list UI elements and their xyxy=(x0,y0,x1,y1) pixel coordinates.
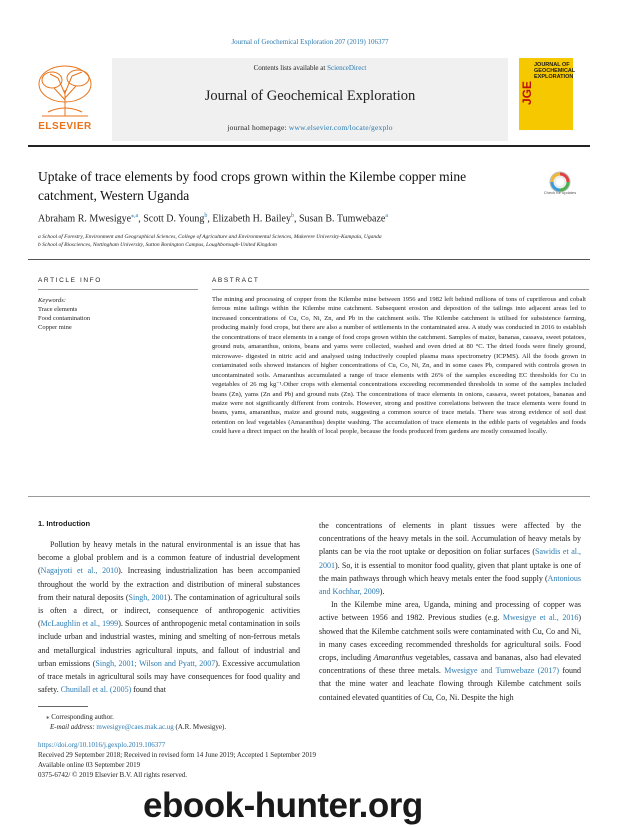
doi-link[interactable]: https://doi.org/10.1016/j.gexplo.2019.106377 xyxy=(38,741,166,749)
author-name: Susan B. Tumwebaze xyxy=(298,213,386,225)
citation-link[interactable]: Sawidis et al., 2001 xyxy=(319,547,581,570)
journal-reference-link[interactable]: Journal of Geochemical Exploration 207 (2019) 106377 xyxy=(231,38,389,46)
abstract-label: ABSTRACT xyxy=(212,277,260,284)
citation-link[interactable]: Nagajyoti et al., 2010 xyxy=(40,566,119,576)
intro-paragraph xyxy=(319,598,581,704)
abstract-bottom-rule xyxy=(28,496,590,497)
intro-paragraph xyxy=(319,519,581,598)
email-suffix: (A.R. Mwesigye). xyxy=(175,723,227,731)
text-run: found that the mine water and leachate flowing through Kilembe catchment soils contained elevated quantities of Cu, Co, Ni. Despite the high xyxy=(319,666,582,702)
text-run: ). xyxy=(379,587,385,597)
cover-title xyxy=(534,62,576,80)
intro-paragraph xyxy=(38,538,300,696)
affiliation-b: b School of Biosciences, Nottingham University, Sutton Bonington Campus, Loughborough-United Kingdom xyxy=(38,242,277,248)
affiliation-a: a School of Forestry, Environment and Geographical Sciences, College of Agriculture and Environmental Sciences, Makerere University-Kampala, Uganda xyxy=(38,234,382,240)
crossmark-label: Check for updates xyxy=(543,190,577,195)
text-run: In the Kilembe mine area, Uganda, mining and processing of copper was active between 1956 and 1982. Previous studies (e.g. xyxy=(319,600,581,623)
author-affiliation-marker[interactable]: a xyxy=(385,213,389,219)
email-link[interactable]: mwesigye@caes.mak.ac.ug xyxy=(96,723,174,731)
copyright: 0375-6742/ © 2019 Elsevier B.V. All rights reserved. xyxy=(38,771,188,779)
author-affiliation-marker[interactable]: b xyxy=(204,213,208,219)
author-name: Scott D. Young xyxy=(143,213,205,225)
journal-title: Journal of Geochemical Exploration xyxy=(204,88,416,104)
keywords-title: Keywords: xyxy=(38,297,66,304)
keyword-item: Food contamination xyxy=(38,315,91,322)
author-name: Elizabeth H. Bailey xyxy=(212,213,291,225)
received-dates: Received 29 September 2018; Received in revised form 14 June 2019; Accepted 1 September 2019 xyxy=(38,751,316,759)
intro-right-column xyxy=(319,519,581,704)
abstract-text: The mining and processing of copper from the Kilembe mine between 1956 and 1982 left behind millions of tons of cupriferous and cobalt ferrous mine tailings within the Kilembe mine catchment. Subsequent erosion and deposition of the tailings into adjacent areas led to increased concentrations of Cu, Co, Ni, Zn, and Pb in the catchment soils. The Kilembe catchment is utilised for subsistence farming, producing mainly food crops, but there are also a number of settlements in the contaminated area. A study was conducted in 2016 to establish the concentrations of trace elements in a range of food crops grown within the catchment. Samples of maize, bananas, cassava, sweet potatoes, ground nuts, amaranthus, onions, beans and yams were collected, washed and oven dried at 80 °C. The dried foods were finely ground, microwave- digested in nitric acid and analysed using inductively coupled plasma mass spectrometry (ICPMS). All the foods grown in contaminated soils showed instances of higher concentrations of Cu, Co, Ni, Zn, and in some cases Pb, compared with controls grown in uncontaminated soils. Amaranthus accumulated a range of trace elements with 26% of the samples exceeding EC thresholds for Cu in vegetables of 26 mg kg⁻¹.Other crops with elemental concentrations exceeding recommended thresholds in some of the samples included beans (Zn), yams (Zn and Pb) and ground nuts (Zn). The concentrations of trace elements in onions, cassava, sweet potatoes, bananas and maize were not significantly different from controls. However, strong and positive correlations between the trace elements were found in beans, yams, amaranthus, maize and ground nuts, suggesting a common source of trace metals. There was strong evidence of soil dust retention on leaf vegetables (Amaranthus) despite washing. The accumulation of trace elements in the edible parts of vegetables and foods could have a direct impact on the health of local people, because the foods produced from gardens are mostly consumed locally. xyxy=(212,296,586,436)
email-label: E-mail address: xyxy=(50,723,95,731)
text-run: ). Sources of anthropogenic metal contamination in soils include urban and industrial wastes, mining and smelting of non-ferrous metals and metallurgical industries agricultural inputs, and fallout of industrial and urban emissions ( xyxy=(38,619,300,668)
citation-link[interactable]: Antonious and Kochhar, 2009 xyxy=(319,573,581,597)
cover-jge-label: JGE xyxy=(520,80,534,105)
text-run: ). So, it is essential to monitor food quality, given that plant uptake is one of the main pathways through which heavy metals enter the food supply ( xyxy=(319,560,581,583)
citation-link[interactable]: McLaughlin et al., 1999 xyxy=(40,619,119,629)
text-run: ) showed that the Kilembe catchment soils were contaminated with Cu, Co and Ni, in many cases exceeding recommended thresholds for agricultural soils. Food crops, including xyxy=(319,613,581,663)
text-run: ). The contamination of agricultural soils is often a direct, or indirect, consequence of anthropogenic activities ( xyxy=(38,592,301,629)
abstract-rule xyxy=(212,289,589,290)
citation-link[interactable]: Mwesigye et al., 2016 xyxy=(502,613,579,623)
watermark-text: ebook-hunter.org xyxy=(143,786,423,825)
italic-term: Amaranthus xyxy=(373,653,413,663)
author-list: Abraham R. Mwesigye$^{⁎,a}$, Scott D. Young$^b$, Elizabeth H. Bailey$^b$, Susan B. Tumwebaze$^a$ xyxy=(38,213,389,225)
citation-link[interactable]: Singh, 2001; Wilson and Pyatt, 2007 xyxy=(95,658,216,668)
text-run: the concentrations of elements in plant tissues were affected by the concentrations of the heavy metals in the soil. Accumulation of heavy metals by plants can be via the root uptake or deposition on foliar surfaces ( xyxy=(319,521,581,557)
available-online: Available online 03 September 2019 xyxy=(38,761,141,769)
contents-prefix: Contents lists available at xyxy=(253,64,326,72)
footnote-rule xyxy=(38,706,88,707)
email-line xyxy=(50,723,226,731)
crossmark-icon[interactable] xyxy=(545,170,575,200)
corresponding-author-note: ⁎ Corresponding author. xyxy=(46,713,114,721)
text-run: vegetables, cassava and bananas, also had elevated concentrations of these three metals. xyxy=(319,653,582,676)
contents-availability xyxy=(112,64,508,72)
paper-title: Uptake of trace elements by food crops grown within the Kilembe copper mine catchment, Western Uganda xyxy=(38,169,467,203)
author-affiliation-marker[interactable]: ⁎,a xyxy=(131,213,139,219)
introduction-heading: 1. Introduction xyxy=(38,519,91,528)
text-run: ). Excessive accumulation of trace metals in agricultural soils may have consequences for food quality and safety. xyxy=(38,658,300,695)
keyword-item: Trace elements xyxy=(38,306,78,313)
homepage-link[interactable]: www.elsevier.com/locate/gexplo xyxy=(288,123,393,132)
sciencedirect-link[interactable]: ScienceDirect xyxy=(327,64,367,72)
citation-link[interactable]: Chunilall et al. (2005) xyxy=(60,685,132,695)
affiliation-rule xyxy=(28,259,590,260)
journal-homepage xyxy=(112,123,508,132)
citation-link[interactable]: Mwesigye and Tumwebaze (2017) xyxy=(444,666,560,676)
text-run: found that xyxy=(131,685,166,695)
cover-title-text: JOURNAL OF GEOCHEMICAL EXPLORATION xyxy=(534,62,576,80)
author-name: Abraham R. Mwesigye xyxy=(38,213,132,225)
header-rule xyxy=(28,145,590,147)
article-info-rule xyxy=(38,289,198,290)
article-info-label: ARTICLE INFO xyxy=(38,277,102,284)
text-run: ). Increasing industrialization has been accompanied throughout the world by the extraction and distribution of mineral substances from their natural deposits ( xyxy=(38,566,301,602)
intro-left-column xyxy=(38,538,300,696)
text-run: Pollution by heavy metals in the natural environmental is an issue that has become a global problem and is a common feature of industrial development ( xyxy=(38,540,300,576)
homepage-prefix: journal homepage: xyxy=(227,123,287,132)
citation-link[interactable]: Singh, 2001 xyxy=(128,592,168,602)
keyword-item: Copper mine xyxy=(38,324,72,331)
publisher-wordmark: ELSEVIER xyxy=(38,121,92,132)
author-affiliation-marker[interactable]: b xyxy=(290,213,294,219)
